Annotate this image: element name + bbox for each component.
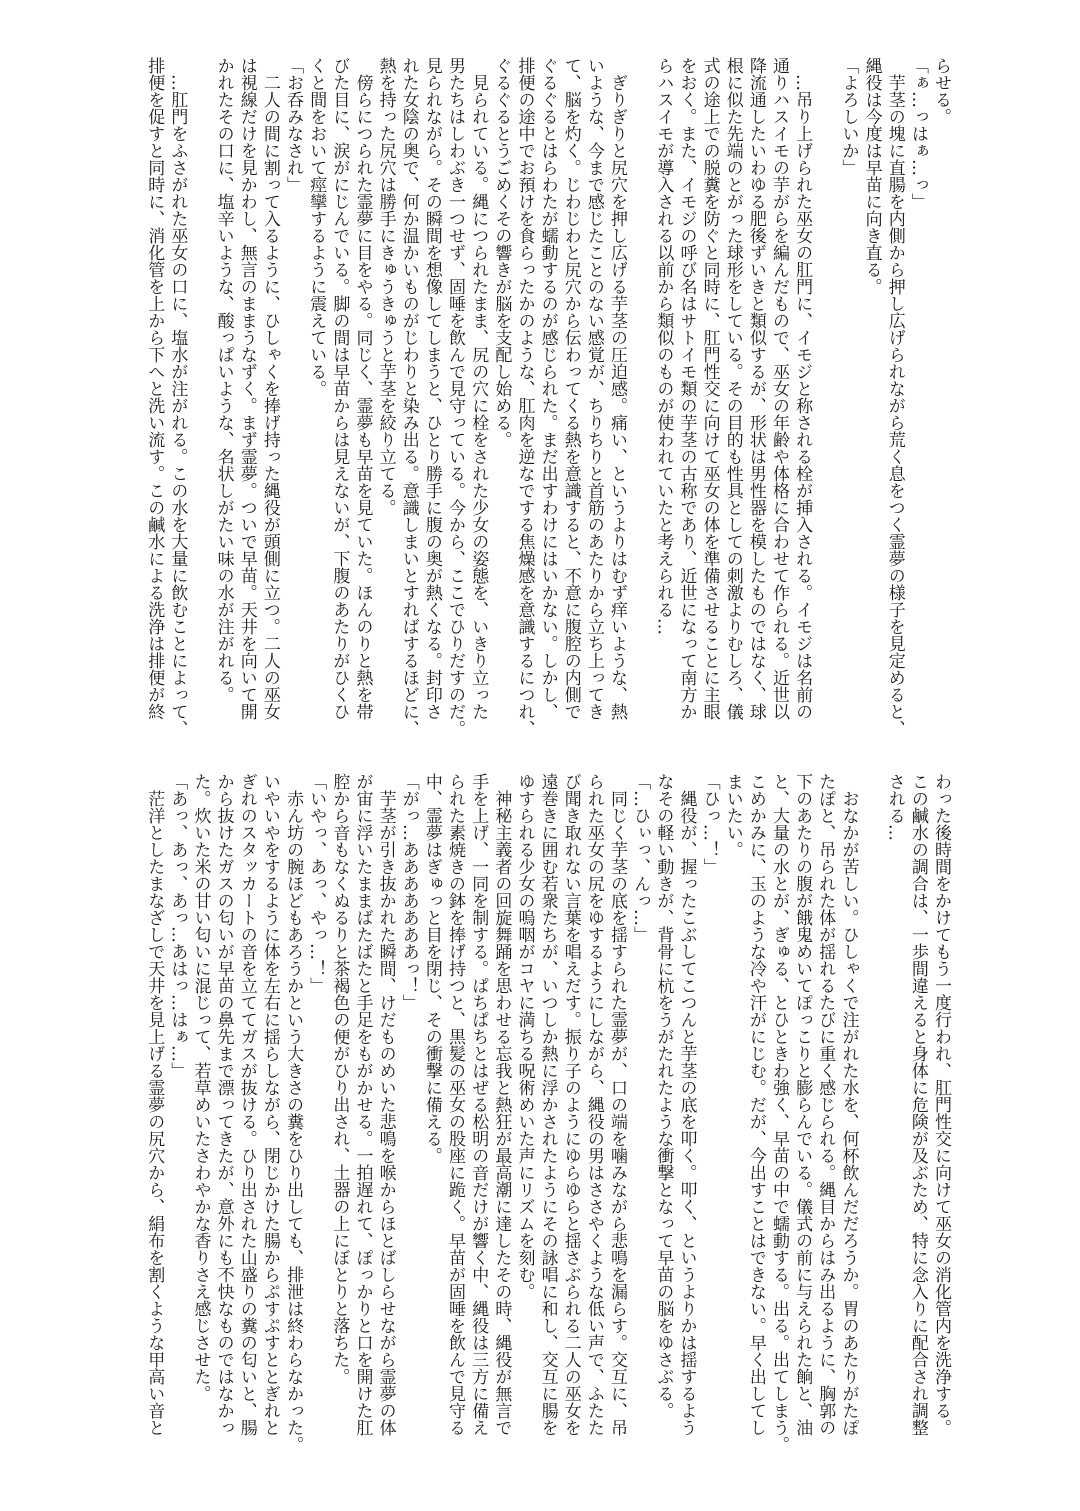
text-column bbox=[859, 773, 882, 1463]
text-column: 「…ひぃっ、んっ…」 bbox=[630, 773, 651, 943]
text-column: 傍らにつられた霊夢に目をやる。同じく、霊夢も早苗を見ていた。ほんのりと熱を帯 bbox=[352, 57, 373, 720]
text-column: 「ぁ…っはぁ…っ」 bbox=[907, 57, 928, 210]
text-column: いやいやをするように体を左右に揺らしながら、閉じかけた腸からぷすぷすととぎれと bbox=[259, 773, 280, 1436]
text-column: 根に似た先端のとがった球形をしている。その目的も性具としての刺激よりむしろ、儀 bbox=[722, 57, 743, 720]
text-column: 降流通したいわゆる肥後ずいきと類似するが、形状は男性器を模したものではなく、球 bbox=[745, 57, 766, 720]
text-column: 縄役が、握ったこぶしてこつんと芋茎の底を叩く。叩く、というよりかは揺するよう bbox=[676, 773, 697, 1436]
text-column: 通りハスイモの芋がらを編んだもので、巫女の年齢や体格に合わせて作られる。近世以 bbox=[769, 57, 790, 720]
text-column: らハスイモが導入される以前から類似のものが使われていたと考えられる… bbox=[653, 57, 674, 635]
text-column: られた巫女の尻をゆするようにしながら、縄役の男はささやくような低い声で、ふたた bbox=[583, 773, 604, 1436]
text-column: と、大量の水とが、ぎゅる、とひときわ強く、早苗の中で蠕動する。出る。出てしまう。 bbox=[769, 773, 790, 1453]
text-column: 腔から音もなくぬるりと茶褐色の便がひり出され、土器の上にぼとりと落ちた。 bbox=[329, 773, 350, 1385]
text-column: 下のあたりの腹が餓鬼めいてぽっこりと膨らんでいる。儀式の前に与えられた餉と、油 bbox=[792, 773, 813, 1436]
text-column: 中、霊夢はぎゅっと目を閉じ、その衝撃に備える。 bbox=[421, 773, 442, 1164]
text-column: 縄役は今度は早苗に向き直る。 bbox=[861, 57, 882, 295]
upper-text-block bbox=[142, 57, 952, 747]
text-column: から抜けたガスの匂いが早苗の鼻先まで漂ってきたが、意外にも不快なものではなかっ bbox=[213, 773, 234, 1436]
text-column: なその軽い動きが、背骨に杭をうがたれたような衝撃となって早苗の脳をゆさぶる。 bbox=[653, 773, 674, 1419]
text-column: いような、今まで感じたことのない感覚が、ちりちりと首筋のあたりから立ち上ってき bbox=[583, 57, 604, 720]
text-column: びた目に、涙がにじんでいる。脚の間は早苗からは見えないが、下腹のあたりがひくひ bbox=[329, 57, 350, 720]
text-column: た。炊いた米の甘い匂いに混じって、若草めいたさわやかな香りさえ感じさせた。 bbox=[190, 773, 211, 1402]
text-column: れた女陰の奥で、何か温かいものがじわりと染み出る。意識しまいとすればするほどに、 bbox=[398, 57, 419, 737]
text-column: 二人の間に割って入るように、ひしゃくを捧げ持った縄役が頭側に立つ。二人の巫女 bbox=[259, 57, 280, 720]
text-column: ぐるぐるとうごめくその響きが脳を支配し始める。 bbox=[491, 57, 512, 448]
text-column: 芋茎が引き抜かれた瞬間、けだものめいた悲鳴を喉からほとばしらせながら霊夢の体 bbox=[375, 773, 396, 1436]
text-column: 赤ん坊の腕ほどもあろうかという大きさの糞をひり出しても、排泄は終わらなかった。 bbox=[283, 773, 304, 1453]
text-column: …吊り上げられた巫女の肛門に、イモジと称される栓が挿入される。イモジは名前の bbox=[792, 57, 813, 720]
text-column: まいたい。 bbox=[722, 773, 743, 858]
lower-text-block bbox=[142, 773, 952, 1463]
text-column: をおく。また、イモジの呼び名はサトイモ類の芋茎の古称であり、近世になって南方か bbox=[676, 57, 697, 720]
text-column: 「よろしいか」 bbox=[838, 57, 859, 176]
text-column bbox=[628, 57, 651, 747]
text-column: 式の途上での脱糞を防ぐと同時に、肛門性交に向けて巫女の体を準備させることに主眼 bbox=[699, 57, 720, 720]
text-column: らせる。 bbox=[931, 57, 951, 125]
text-column: かれたその口に、塩辛いような、酸っぱいような、名状しがたい味の水が注がれる。 bbox=[213, 57, 234, 703]
text-column: こめかみに、玉のような冷や汗がにじむ。だが、今出すことはできない。早く出してし bbox=[745, 773, 766, 1436]
text-column: 「お呑みなされ」 bbox=[283, 57, 304, 193]
text-column: 見られながら。その瞬間を想像してしまうと、ひとり勝手に腹の奥が熱くなる。封印さ bbox=[421, 57, 442, 720]
text-column: 見られている。縄につられたまま、尻の穴に栓をされた少女の姿態を、いきり立った bbox=[468, 57, 489, 720]
text-column: 茫洋としたまなざしで天井を見上げる霊夢の尻穴から、絹布を割くような甲高い音と bbox=[144, 773, 165, 1436]
text-column: 神秘主義者の回旋舞踊を思わせる忘我と熱狂が最高潮に達したその時、縄役が無言で bbox=[491, 773, 512, 1436]
text-column: 熱を持った尻穴は勝手にきゅうきゅうと芋茎を絞り立てる。 bbox=[375, 57, 396, 516]
text-column: される… bbox=[884, 773, 905, 841]
text-column: られた素焼きの鉢を捧げ持つと、黒髪の巫女の股座に跪く。早苗が固唾を飲んで見守る bbox=[445, 773, 466, 1436]
text-column: 男たちはしわぶき一つせず、固唾を飲んで見守っている。今から、ここでひりだすのだ。 bbox=[445, 57, 466, 737]
text-column: 「あっ、あっ、あっ…あはっ…はぁ…」 bbox=[167, 773, 188, 1079]
text-column: ぎれのスタッカートの音を立ててガスが抜ける。ひり出された山盛りの糞の匂いと、腸 bbox=[236, 773, 257, 1436]
text-column: は視線だけを見かわし、無言のままうなずく。まず霊夢。ついで早苗。天井を向いて開 bbox=[236, 57, 257, 720]
text-column: 遠巻きに囲む若衆たちが、いつしか熱に浮かされたようにその詠唱に和し、交互に腸を bbox=[537, 773, 558, 1436]
text-column: 「がっ…あああああああっ！」 bbox=[398, 773, 419, 1011]
text-column: たぽと、吊られた体が揺れるたびに重く感じられる。縄目からはみ出るように、胸郭の bbox=[815, 773, 836, 1436]
text-column: 手を上げ、一同を制する。ぱちぱちとはぜる松明の音だけが響く中、縄役は三方に備え bbox=[468, 773, 489, 1436]
text-column: …肛門をふさがれた巫女の口に、塩水が注がれる。この水を大量に飲むことによって、 bbox=[167, 57, 188, 737]
text-column: 「ひっ…！」 bbox=[699, 773, 720, 875]
text-column: 排便を促すと同時に、消化管を上から下へと洗い流す。この鹹水による洗浄は排便が終 bbox=[144, 57, 165, 720]
text-column: 芋茎の塊に直腸を内側から押し広げられながら荒く息をつく霊夢の様子を見定めると、 bbox=[884, 57, 905, 737]
text-column: おなかが苦しい。ひしゃくで注がれた水を、何杯飲んだだろうか。胃のあたりがたぽ bbox=[838, 773, 859, 1436]
text-column: が宙に浮いたままばたばたと手足をもがかせる。一拍遅れて、ぽっかりと口を開けた肛 bbox=[352, 773, 373, 1436]
text-column: わった後時間をかけてもう一度行われ、肛門性交に向けて巫女の消化管内を洗浄する。 bbox=[931, 773, 951, 1436]
text-column bbox=[188, 57, 211, 747]
text-column: 「いやっ、あっ、やっ…！」 bbox=[306, 773, 327, 994]
text-column: ぐるぐるとはらわたが蠕動するのが感じられた。まだ出すわけにはいかない。しかし、 bbox=[537, 57, 558, 720]
text-column: ぎりぎりと尻穴を押し広げる芋茎の圧迫感。痛い、というよりはむず痒いような、熱 bbox=[607, 57, 628, 720]
text-column: 同じく芋茎の底を揺すられた霊夢が、口の端を噛みながら悲鳴を漏らす。交互に、吊 bbox=[607, 773, 628, 1436]
text-column bbox=[813, 57, 836, 747]
text-column: 排便の途中でお預けを食らったかのような、肛肉を逆なでする焦燥感を意識するにつれ、 bbox=[514, 57, 535, 737]
text-column: ゆすられる少女の嗚咽がコヤに満ちる呪術めいた声にリズムを刻む。 bbox=[514, 773, 535, 1300]
text-column: て、脳を灼く。じわじわと尻穴から伝わってくる熱を意識すると、不意に腹腔の内側で bbox=[560, 57, 581, 720]
text-column: くと間をおいて痙攣するように震えている。 bbox=[306, 57, 327, 397]
text-column: この鹹水の調合は、一歩間違えると身体に危険が及ぶため、特に念入りに配合され調整 bbox=[907, 773, 928, 1436]
text-column: び聞き取れない言葉を唱えだす。振り子のようにゆらゆらと揺さぶられる二人の巫女を bbox=[560, 773, 581, 1436]
